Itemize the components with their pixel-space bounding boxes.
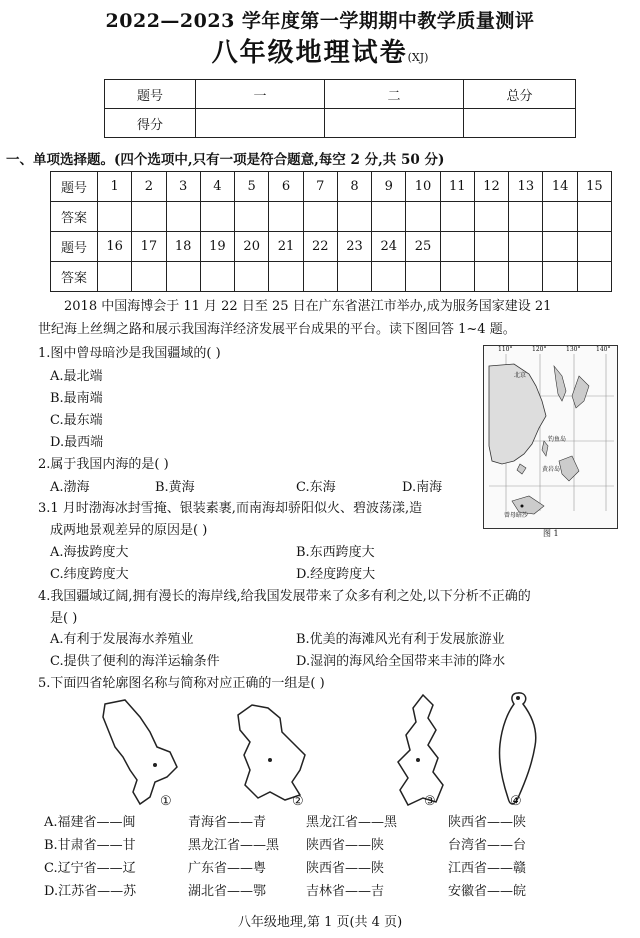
q4-option-d[interactable]: D.湿润的海风给全国带来丰沛的降水 — [296, 654, 506, 669]
answer-number-row — [51, 172, 612, 202]
answer-cell[interactable] — [337, 262, 371, 292]
q2-option-d[interactable]: D.南海 — [402, 480, 443, 495]
q4-stem-line1: 4.我国疆域辽阔,拥有漫长的海岸线,给我国发展带来了众多有利之处,以下分析不正确的 — [38, 589, 531, 604]
question-number: 4 — [200, 172, 234, 202]
q5-option-c[interactable]: C.辽宁省——辽 — [44, 861, 136, 876]
intro-line1: 2018 中国海博会于 11 月 22 日至 25 日在广东省湛江市举办,成为服务国家建设 21 — [64, 299, 552, 314]
section-heading: 一、单项选择题。(四个选项中,只有一项是符合题意,每空 2 分,共 50 分) — [6, 152, 445, 168]
answer-cell[interactable] — [166, 262, 200, 292]
question-number: 3 — [166, 172, 200, 202]
q1-option-b[interactable]: B.最南端 — [50, 391, 103, 406]
q5-option-d-item: 安徽省——皖 — [448, 884, 527, 899]
map-lon-label: 130° — [566, 346, 581, 353]
question-number: 1 — [98, 172, 132, 202]
score-header-cell: 题号 — [105, 80, 196, 109]
exam-subject-title: 八年级地理试卷 — [211, 38, 408, 68]
answer-cell[interactable] — [269, 262, 303, 292]
question-number: 14 — [543, 172, 577, 202]
q5-option-a-item: 陕西省——陕 — [448, 815, 527, 830]
q1-option-c[interactable]: C.最东端 — [50, 413, 103, 428]
row-label: 答案 — [51, 202, 98, 232]
answer-cell[interactable] — [98, 262, 132, 292]
q3-option-d[interactable]: D.经度跨度大 — [296, 567, 376, 582]
question-number: 13 — [509, 172, 543, 202]
q5-option-c-item: 江西省——赣 — [448, 861, 527, 876]
outline-mark-1: ① — [160, 794, 172, 809]
question-number: 10 — [406, 172, 440, 202]
answer-cell[interactable] — [372, 202, 406, 232]
q2-option-c[interactable]: C.东海 — [296, 480, 336, 495]
answer-cell[interactable] — [337, 202, 371, 232]
score-input-cell[interactable] — [325, 109, 464, 138]
answer-cell[interactable] — [235, 202, 269, 232]
question-number — [474, 232, 508, 262]
question-number: 20 — [235, 232, 269, 262]
answer-cell[interactable] — [200, 202, 234, 232]
q3-stem-line1: 3.1 月时渤海冰封雪掩、银装素裹,而南海却骄阳似火、碧波荡漾,造 — [38, 501, 423, 516]
q5-option-c-item: 广东省——粤 — [188, 861, 267, 876]
answer-input-row — [51, 262, 612, 292]
outline-mark-3: ③ — [424, 794, 436, 809]
question-number: 24 — [372, 232, 406, 262]
question-number: 16 — [98, 232, 132, 262]
row-label: 答案 — [51, 262, 98, 292]
answer-cell[interactable] — [406, 202, 440, 232]
q5-option-b-item: 陕西省——陕 — [306, 838, 385, 853]
question-number: 7 — [303, 172, 337, 202]
question-number: 5 — [235, 172, 269, 202]
question-number: 12 — [474, 172, 508, 202]
answer-cell[interactable] — [577, 262, 611, 292]
map-caption: 图 1 — [543, 529, 559, 538]
question-number — [509, 232, 543, 262]
outline-mark-4: ④ — [510, 794, 522, 809]
score-header-cell: 二 — [325, 80, 464, 109]
q2-stem: 2.属于我国内海的是( ) — [38, 457, 169, 472]
answer-cell[interactable] — [166, 202, 200, 232]
answer-cell[interactable] — [509, 262, 543, 292]
answer-cell[interactable] — [372, 262, 406, 292]
exam-title-line1: 2022—2023 学年度第一学期期中教学质量测评 — [105, 10, 535, 32]
q5-option-c-item: 陕西省——陕 — [306, 861, 385, 876]
q5-option-b-item: 台湾省——台 — [448, 838, 527, 853]
china-sea-map — [483, 345, 618, 529]
answer-cell[interactable] — [440, 262, 474, 292]
map-lon-label: 120° — [532, 346, 547, 353]
answer-cell[interactable] — [509, 202, 543, 232]
q5-option-b[interactable]: B.甘肃省——甘 — [44, 838, 136, 853]
score-input-cell[interactable] — [196, 109, 325, 138]
score-header-cell: 一 — [196, 80, 325, 109]
answer-cell[interactable] — [303, 262, 337, 292]
edition-tag: (XJ) — [407, 51, 429, 64]
question-number: 8 — [337, 172, 371, 202]
answer-cell[interactable] — [543, 262, 577, 292]
question-number: 18 — [166, 232, 200, 262]
q4-option-c[interactable]: C.提供了便利的海洋运输条件 — [50, 654, 220, 669]
q5-option-b-item: 黑龙江省——黑 — [188, 838, 280, 853]
q5-option-a-item: 黑龙江省——黑 — [306, 815, 398, 830]
score-header-cell: 总分 — [464, 80, 576, 109]
exam-title-line2 — [0, 32, 640, 69]
map-label-zengmu: 曾母暗沙 — [504, 512, 529, 519]
map-lon-label: 140° — [596, 346, 611, 353]
answer-cell[interactable] — [577, 202, 611, 232]
question-number: 17 — [132, 232, 166, 262]
q3-option-c[interactable]: C.纬度跨度大 — [50, 567, 129, 582]
q5-option-a[interactable]: A.福建省——闽 — [44, 815, 136, 830]
answer-cell[interactable] — [132, 202, 166, 232]
q1-option-a[interactable]: A.最北端 — [50, 369, 103, 384]
q5-option-d[interactable]: D.江苏省——苏 — [44, 884, 137, 899]
map-lon-label: 110° — [498, 346, 513, 353]
score-input-cell[interactable] — [464, 109, 576, 138]
page-footer: 八年级地理,第 1 页(共 4 页) — [237, 915, 403, 930]
q5-option-a-item: 青海省——青 — [188, 815, 267, 830]
outline-mark-2: ② — [292, 794, 304, 809]
score-label-cell: 得分 — [105, 109, 196, 138]
answer-cell[interactable] — [406, 262, 440, 292]
answer-cell[interactable] — [200, 262, 234, 292]
question-number: 25 — [406, 232, 440, 262]
row-label: 题号 — [51, 172, 98, 202]
q5-option-d-item: 吉林省——吉 — [306, 884, 385, 899]
q4-stem-line2: 是( ) — [50, 611, 78, 626]
question-number: 15 — [577, 172, 611, 202]
q3-option-a[interactable]: A.海拔跨度大 — [50, 545, 129, 560]
answer-cell[interactable] — [440, 202, 474, 232]
answer-cell[interactable] — [235, 262, 269, 292]
question-number: 11 — [440, 172, 474, 202]
question-number: 23 — [337, 232, 371, 262]
question-number — [440, 232, 474, 262]
question-number: 21 — [269, 232, 303, 262]
question-number: 6 — [269, 172, 303, 202]
question-number: 9 — [372, 172, 406, 202]
q1-option-d[interactable]: D.最西端 — [50, 435, 104, 450]
question-number: 19 — [200, 232, 234, 262]
intro-line2: 世纪海上丝绸之路和展示我国海洋经济发展平台成果的平台。读下图回答 1~4 题。 — [38, 322, 516, 337]
answer-input-row — [51, 202, 612, 232]
q1-stem: 1.图中曾母暗沙是我国疆域的( ) — [38, 346, 221, 361]
answer-cell[interactable] — [303, 202, 337, 232]
question-number — [577, 232, 611, 262]
answer-cell[interactable] — [98, 202, 132, 232]
answer-cell[interactable] — [543, 202, 577, 232]
q4-option-b[interactable]: B.优美的海滩风光有利于发展旅游业 — [296, 632, 505, 647]
q5-option-d-item: 湖北省——鄂 — [188, 884, 267, 899]
province-outline-3-icon — [388, 690, 458, 812]
q5-stem: 5.下面四省轮廓图名称与简称对应正确的一组是( ) — [38, 676, 325, 691]
q2-option-a[interactable]: A.渤海 — [50, 480, 90, 495]
score-table — [104, 79, 576, 138]
answer-cell[interactable] — [269, 202, 303, 232]
map-label-beijing: 北京 — [514, 372, 527, 379]
answer-number-row — [51, 232, 612, 262]
answer-cell[interactable] — [132, 262, 166, 292]
answer-table — [50, 171, 612, 292]
question-number: 2 — [132, 172, 166, 202]
row-label: 题号 — [51, 232, 98, 262]
question-number: 22 — [303, 232, 337, 262]
q2-option-b[interactable]: B.黄海 — [155, 480, 195, 495]
q3-option-b[interactable]: B.东西跨度大 — [296, 545, 375, 560]
question-number — [543, 232, 577, 262]
q3-stem-line2: 成两地景观差异的原因是( ) — [50, 523, 208, 538]
answer-cell[interactable] — [474, 202, 508, 232]
answer-cell[interactable] — [474, 262, 508, 292]
map-label-diaoyu: 钓鱼岛 — [548, 436, 567, 443]
map-label-huangyan: 黄岩岛 — [542, 466, 561, 473]
q4-option-a[interactable]: A.有利于发展海水养殖业 — [50, 632, 194, 647]
